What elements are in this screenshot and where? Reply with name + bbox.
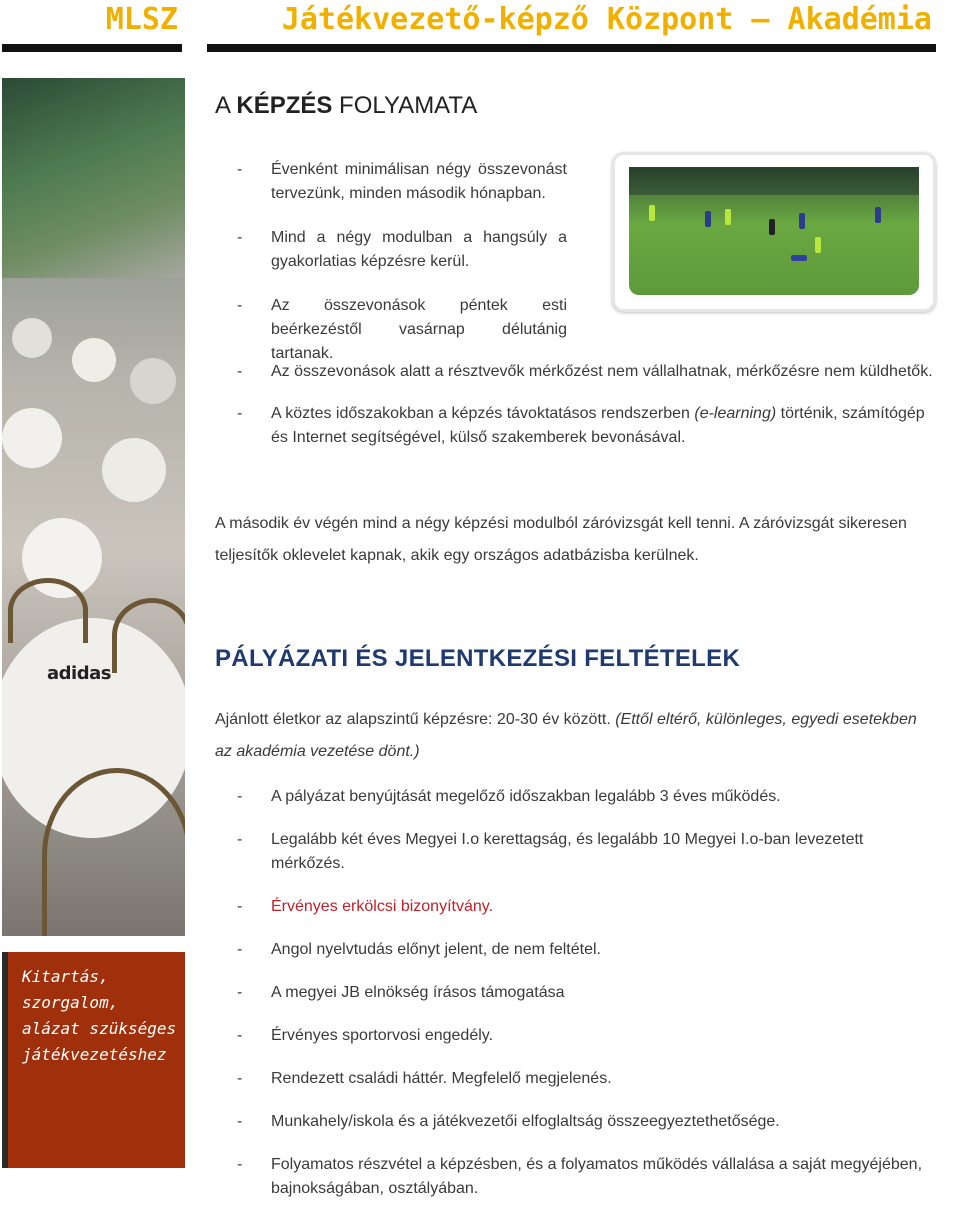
bullet-dash: -	[237, 405, 243, 422]
header-left-bar	[2, 0, 182, 52]
section-title-requirements: PÁLYÁZATI ÉS JELENTKEZÉSI FELTÉTELEK	[215, 645, 741, 672]
list-item: - Munkahely/iskola és a játékvezetői elfoglaltság összeegyeztethetősége.	[237, 1113, 780, 1130]
header-right-bar	[207, 0, 936, 52]
motto-line: alázat szükséges a	[22, 1019, 196, 1038]
list-item: - Érvényes erkölcsi bizonyítvány.	[237, 898, 494, 915]
motto-line: játékvezetéshez	[22, 1045, 167, 1064]
list-item: - A pályázat benyújtását megelőző időszakban legalább 3 éves működés.	[237, 788, 781, 805]
list-item: - Angol nyelvtudás előnyt jelent, de nem feltétel.	[237, 941, 601, 958]
bullet-dash: -	[237, 363, 243, 380]
motto-line: Kitartás,	[22, 967, 109, 986]
list-item: - Az összevonások péntek esti beérkezéstől vasárnap délutánig tartanak.	[237, 294, 567, 366]
requirements-list	[237, 785, 939, 1220]
list-item: - Folyamatos részvétel a képzésben, és a folyamatos működés vállalása a saját megyéjében, bajnokságában, osztályában.	[237, 1156, 923, 1197]
training-bullets-narrow	[237, 158, 567, 386]
list-item: - Legalább két éves Megyei I.o kerettagság, és legalább 10 Megyei I.o-ban levezetett mérkőzés.	[237, 831, 864, 872]
age-recommendation: Ajánlott életkor az alapszintű képzésre: 20-30 év között. (Ettől eltérő, különleges, egyedi esetekben az akadémia vezetése dönt.)	[215, 711, 917, 760]
list-item: - Mind a négy modulban a hangsúly a gyakorlatias képzésre kerül.	[237, 226, 567, 274]
adidas-logo: adidas	[47, 663, 111, 684]
header-right-title: Játékvezető-képző Központ – Akadémia	[281, 2, 932, 37]
list-item: - A megyei JB elnökség írásos támogatása	[237, 984, 565, 1001]
list-item: - Rendezett családi háttér. Megfelelő megjelenés.	[237, 1070, 612, 1087]
list-item: - Érvényes sportorvosi engedély.	[237, 1027, 494, 1044]
bullet-dash: -	[237, 161, 243, 178]
seminar-room-photo	[2, 78, 185, 936]
final-exam-paragraph: A második év végén mind a négy képzési modulból záróvizsgát kell tenni. A záróvizsgát sikeresen teljesítők oklevelet kapnak, akik egy országos adatbázisba kerülnek.	[215, 515, 907, 564]
football-field-photo	[612, 152, 936, 312]
list-item: - A köztes időszakokban a képzés távoktatásos rendszerben (e-learning) történik, számítógép és Internet segítségével, külső szakemberek bevonásával.	[237, 402, 939, 450]
section-title-training: A KÉPZÉS FOLYAMATA	[215, 92, 478, 119]
list-item: - Az összevonások alatt a résztvevők mérkőzést nem vállalhatnak, mérkőzésre nem küldhetők.	[237, 360, 939, 384]
bullet-dash: -	[237, 297, 243, 314]
bullet-dash: -	[237, 229, 243, 246]
motto-line: szorgalom,	[22, 993, 119, 1012]
training-bullets-wide	[237, 360, 939, 468]
projector-screen	[2, 78, 185, 278]
motto-box	[2, 952, 196, 1168]
header-left-title: MLSZ	[105, 2, 178, 37]
list-item: - Évenként minimálisan négy összevonást tervezünk, minden második hónapban.	[237, 158, 567, 206]
